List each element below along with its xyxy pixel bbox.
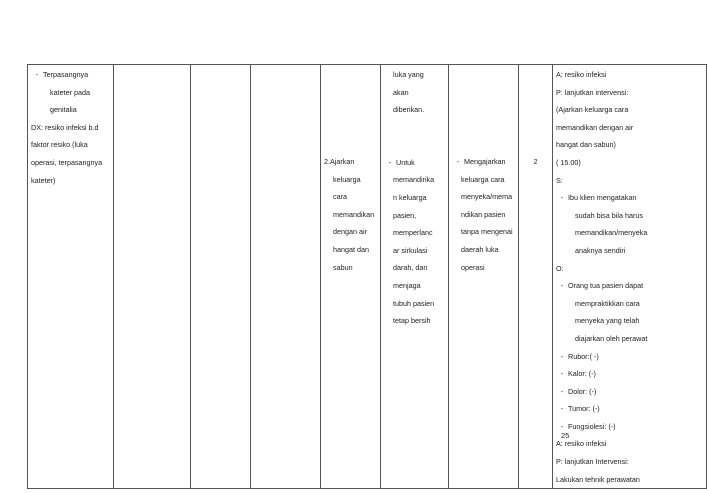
evaluation-cell: A: resiko infeksi P: lanjutkan intervensi: (Ajarkan keluarga cara memandikan dengan air hangat dan sabun) ( 15.00) S: - Ibu klien mengatakan sudah bisa bila harus memandikan/menyeka anaknya sendiri O: - Orang tua pasien dapat mempraktikkan cara menyeka yang telah diajarkan oleh perawat - Rubor:( -) - Kalor: (-) - Dolor: (-) - Tumor: (-) - Fungsiolesi: (-) A: resiko infeksi P: lanjutkan Intervensi: Lakukan tehnik perawatan xyxy=(553,65,707,489)
list-item: - Terpasangnya xyxy=(35,70,89,79)
implementation-cell: - Mengajarkan keluarga cara menyeka/mema ndikan pasien tanpa mengenai daerah luka operasi xyxy=(449,65,519,489)
list-item: - Kalor: (-) xyxy=(560,369,596,379)
list-item: - Tumor: (-) xyxy=(560,404,600,414)
empty-cell xyxy=(191,65,251,489)
rationale-cell: luka yang akan diberikan. - Untuk memandirika n keluarga pasien, memperlanc ar sirkulasi darah, dan menjaga tubuh pasien tetap bersih xyxy=(381,65,449,489)
empty-cell xyxy=(114,65,191,489)
page-number: 25 xyxy=(561,431,570,440)
empty-cell xyxy=(251,65,321,489)
list-item: - Orang tua pasien dapat xyxy=(560,281,644,291)
list-item: - Rubor:( -) xyxy=(560,351,599,361)
table-row xyxy=(28,65,707,489)
list-item: - Mengajarkan xyxy=(456,157,506,166)
diagnosis-cell: - Terpasangnya kateter pada genitalia DX: resiko infeksi b.d faktor resiko (luka operasi, terpasangnya kateter) xyxy=(28,65,114,489)
list-item: - Ibu klien mengatakan xyxy=(560,193,637,203)
number-cell: 2 xyxy=(519,65,553,489)
list-item: - Fungsiolesi: (-) xyxy=(560,421,616,431)
list-item: - Untuk xyxy=(388,157,415,167)
nursing-care-table xyxy=(27,64,707,489)
intervention-cell: 2.Ajarkan keluarga cara memandikan dengan air hangat dan sabun xyxy=(321,65,381,489)
list-item: - Dolor: (-) xyxy=(560,386,597,396)
